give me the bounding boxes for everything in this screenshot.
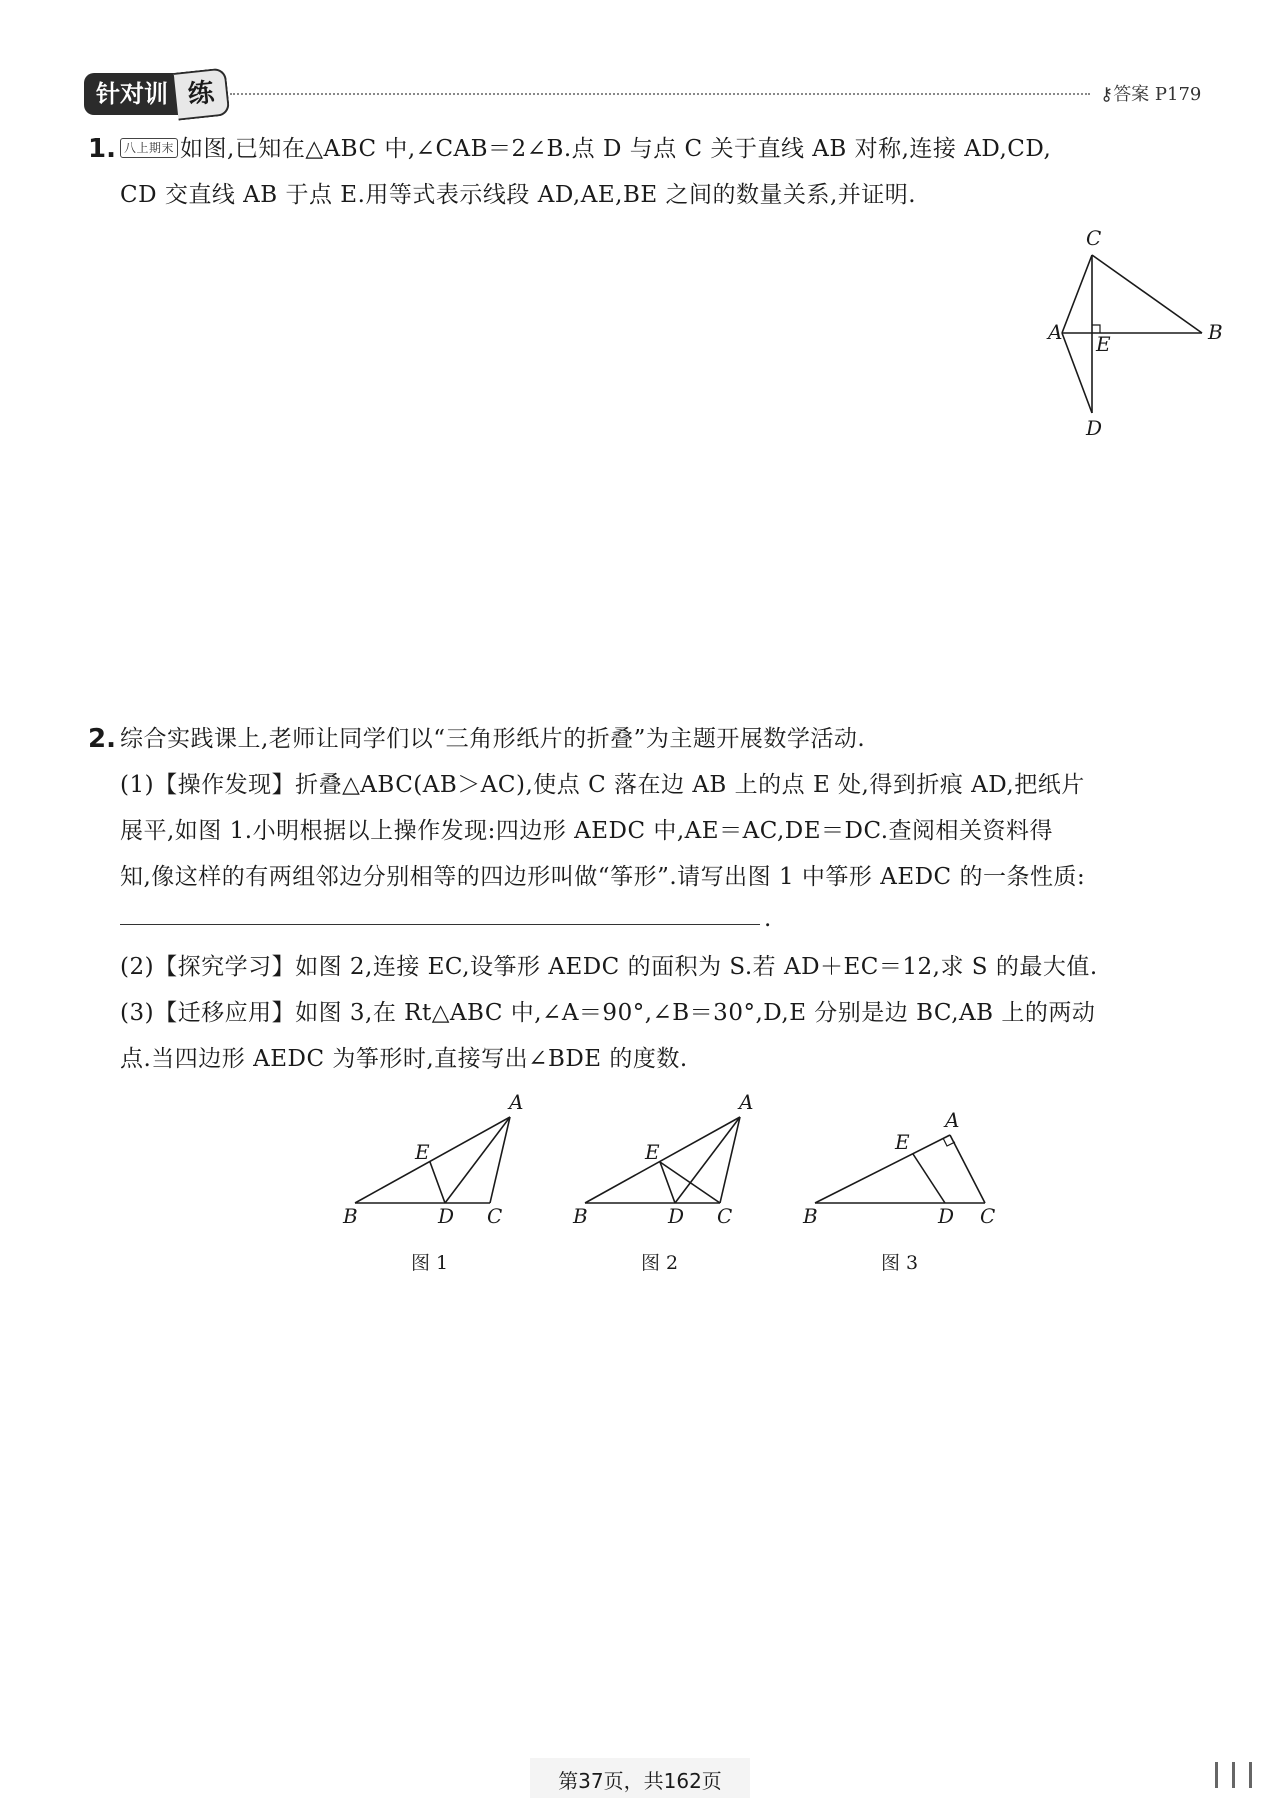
header-divider xyxy=(230,93,1090,95)
answer-blank-period: . xyxy=(764,906,772,932)
question-1-text-1: 如图,已知在△ABC 中,∠CAB＝2∠B.点 D 与点 C 关于直线 AB 对称,连接 AD,CD, xyxy=(180,136,1052,162)
label-b: B xyxy=(573,1204,588,1228)
answer-reference-text: 答案 P179 xyxy=(1113,84,1202,105)
question-1-number: 1. xyxy=(88,134,116,164)
figure-3-caption: 图 3 xyxy=(881,1252,919,1274)
question-2-part-3-line-1: (3)【迁移应用】如图 3,在 Rt△ABC 中,∠A＝90°,∠B＝30°,D,E 分别是边 BC,AB 上的两动 xyxy=(120,1000,1096,1026)
section-header-tag xyxy=(84,72,228,116)
figure-1-caption: 图 1 xyxy=(411,1252,449,1274)
label-a: A xyxy=(945,1108,960,1132)
segment-cb xyxy=(1092,255,1202,333)
segment-ed xyxy=(913,1154,945,1203)
label-e: E xyxy=(645,1140,660,1164)
segment-ba xyxy=(585,1117,740,1203)
figure-1 xyxy=(335,1085,535,1275)
label-c: C xyxy=(980,1204,996,1228)
label-a: A xyxy=(739,1090,754,1114)
label-c: C xyxy=(487,1204,503,1228)
segment-ac xyxy=(950,1135,985,1203)
question-2-part-1-line-3: 知,像这样的有两组邻边分别相等的四边形叫做“筝形”.请写出图 1 中筝形 AEDC 的一条性质: xyxy=(120,864,1086,890)
figure-3 xyxy=(795,1085,1015,1275)
segment-ed xyxy=(660,1162,675,1203)
question-1-line-1 xyxy=(120,134,1051,164)
segment-ba xyxy=(815,1135,950,1203)
label-d: D xyxy=(938,1204,955,1228)
label-e: E xyxy=(895,1130,910,1154)
corner-mark xyxy=(1249,1762,1252,1788)
answer-blank[interactable] xyxy=(120,924,760,925)
label-c: C xyxy=(717,1204,733,1228)
label-d: D xyxy=(1086,416,1103,440)
segment-ba xyxy=(355,1117,510,1203)
segment-ca xyxy=(1062,255,1092,333)
figure-2-caption: 图 2 xyxy=(641,1252,679,1274)
label-a: A xyxy=(1048,320,1063,344)
page-indicator: 第37页，共162页 xyxy=(558,1769,722,1793)
question-2-number: 2. xyxy=(88,724,116,754)
label-b: B xyxy=(1208,320,1223,344)
question-2-part-2: (2)【探究学习】如图 2,连接 EC,设筝形 AEDC 的面积为 S.若 AD＋EC＝12,求 S 的最大值. xyxy=(120,954,1098,980)
answer-reference xyxy=(1100,80,1201,106)
exam-source-tag: 八上期末 xyxy=(120,138,178,158)
corner-marks xyxy=(1215,1762,1252,1788)
label-b: B xyxy=(343,1204,358,1228)
header-tag-light: 练 xyxy=(174,67,231,120)
segment-ec xyxy=(660,1162,720,1203)
label-b: B xyxy=(803,1204,818,1228)
label-a: A xyxy=(509,1090,524,1114)
question-2-intro: 综合实践课上,老师让同学们以“三角形纸片的折叠”为主题开展数学活动. xyxy=(120,726,866,752)
label-e: E xyxy=(1096,332,1111,356)
question-1-figure xyxy=(1030,225,1230,440)
corner-mark xyxy=(1232,1762,1235,1788)
label-d: D xyxy=(668,1204,685,1228)
question-1-line-2: CD 交直线 AB 于点 E.用等式表示线段 AD,AE,BE 之间的数量关系,并证明. xyxy=(120,182,917,208)
label-c: C xyxy=(1086,226,1102,250)
corner-mark xyxy=(1215,1762,1218,1788)
segment-ad xyxy=(1062,333,1092,413)
header-tag-dark: 针对训 xyxy=(84,73,178,115)
segment-ed xyxy=(430,1162,445,1203)
question-2-part-3-line-2: 点.当四边形 AEDC 为筝形时,直接写出∠BDE 的度数. xyxy=(120,1046,688,1072)
key-icon: ⚷ xyxy=(1100,84,1114,105)
label-e: E xyxy=(415,1140,430,1164)
figure-2 xyxy=(565,1085,765,1275)
question-2-part-1-line-1: (1)【操作发现】折叠△ABC(AB＞AC),使点 C 落在边 AB 上的点 E 处,得到折痕 AD,把纸片 xyxy=(120,772,1085,798)
question-2-part-1-line-2: 展平,如图 1.小明根据以上操作发现:四边形 AEDC 中,AE＝AC,DE＝DC.查阅相关资料得 xyxy=(120,818,1054,844)
label-d: D xyxy=(438,1204,455,1228)
